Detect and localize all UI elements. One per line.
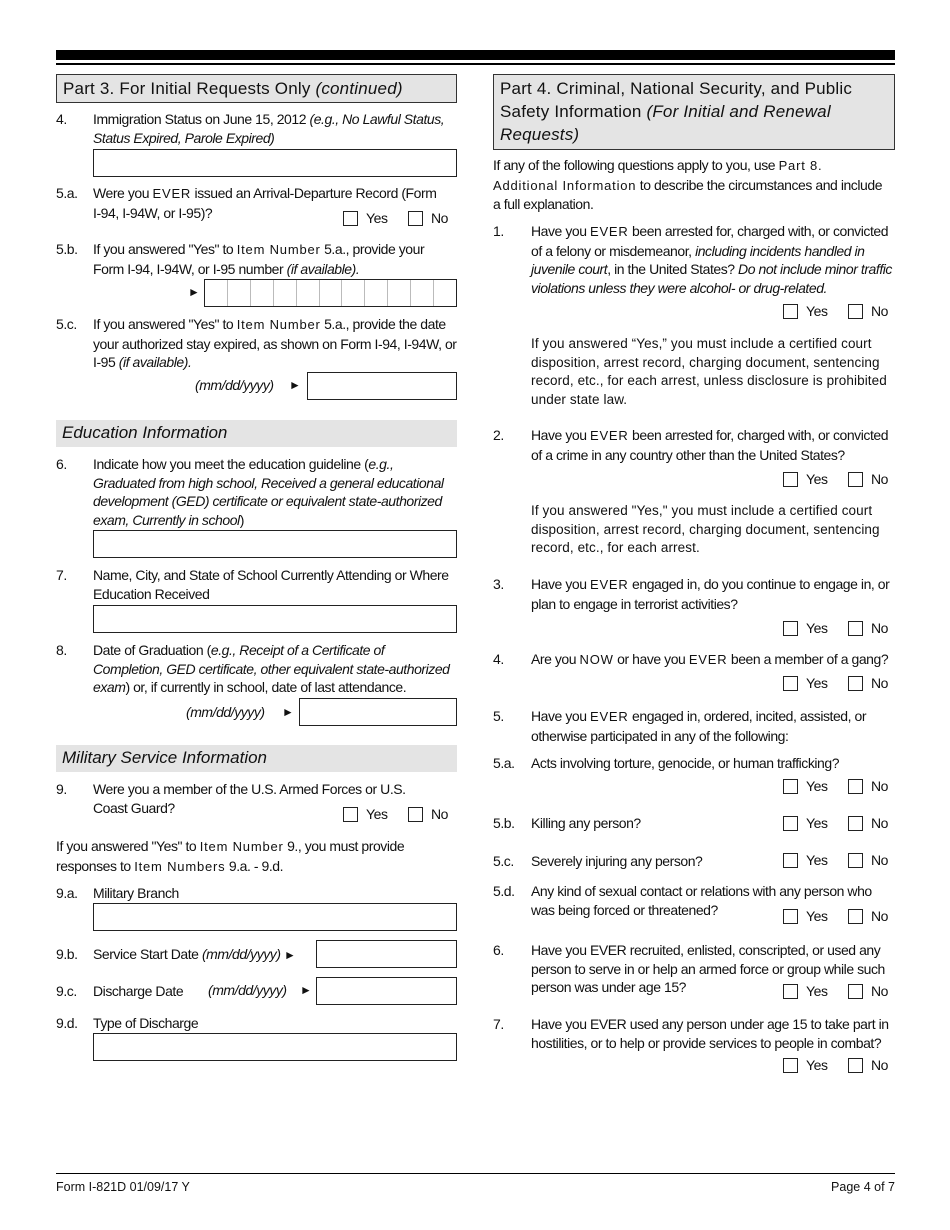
text-segment: If any of the following questions apply to you, use <box>493 157 779 173</box>
item-number: 7. <box>56 567 67 583</box>
p4-question-1 <box>531 222 895 297</box>
item-number: 6. <box>56 456 67 472</box>
top-rule <box>56 50 895 60</box>
item-number: 9. <box>56 781 67 797</box>
form-id: Form I-821D 01/09/17 Y <box>56 1180 190 1194</box>
text-segment: (For Initial and Renewal Requests) <box>500 102 831 144</box>
text-segment: 5.a., provide your Form I-94, I-94W, or I-95 number <box>93 241 425 277</box>
item-number: 6. <box>493 942 504 958</box>
arrow-icon: ► <box>284 948 296 962</box>
text-segment: Item Numbers <box>134 858 226 874</box>
education-guideline-input[interactable] <box>93 530 457 558</box>
question-8-label <box>93 641 457 697</box>
text-segment: (continued) <box>315 79 403 98</box>
p4q5c-yes-no <box>783 851 888 869</box>
no-label: No <box>871 852 888 868</box>
question-6-label <box>93 455 457 529</box>
text-segment: Item Number <box>236 242 321 257</box>
p4q6-yes-no <box>783 982 888 1000</box>
text-segment: Have you EVER recruited, enlisted, conscripted, or used any person to serve in or help an armed force or group while such person was under age 15? <box>531 942 885 995</box>
question-7-label <box>93 566 457 603</box>
text-segment: EVER <box>589 428 629 443</box>
yes-label: Yes <box>806 620 828 636</box>
p4-question-3 <box>531 575 895 613</box>
no-label: No <box>431 210 448 226</box>
discharge-type-input[interactable] <box>93 1033 457 1061</box>
text-segment: or have you <box>613 651 689 667</box>
no-label: No <box>871 675 888 691</box>
part3-header <box>56 74 457 103</box>
text-segment: issued an Arrival-Departure Record (Form I-94, I-94W, or I-95)? <box>93 185 437 221</box>
yes-label: Yes <box>366 806 388 822</box>
label-text: Service Start Date <box>93 946 199 962</box>
item-number: 7. <box>493 1016 504 1032</box>
date-format-hint: (mm/dd/yyyy) <box>195 377 274 393</box>
footer-rule <box>56 1173 895 1174</box>
text-segment: Item Number <box>199 839 284 854</box>
item-number: 3. <box>493 576 504 592</box>
yes-checkbox[interactable] <box>783 1058 798 1073</box>
text-segment: If you answered "Yes" to <box>56 838 200 854</box>
no-label: No <box>871 908 888 924</box>
text-segment: NOW <box>579 652 614 667</box>
p4q5d-yes-no <box>783 907 888 925</box>
military-instructions <box>56 837 457 876</box>
text-segment: EVER <box>589 709 629 724</box>
p4q1-yes-no <box>783 302 888 320</box>
text-segment: including incidents handled in juvenile court <box>531 242 865 277</box>
item-number: 5.a. <box>493 755 515 771</box>
text-segment: ) <box>239 511 244 528</box>
graduation-date-input[interactable] <box>299 698 457 726</box>
text-segment: Immigration Status on June 15, 2012 <box>93 111 310 127</box>
yes-checkbox[interactable] <box>783 853 798 868</box>
service-start-date-input[interactable] <box>316 940 457 968</box>
p4q5b-yes-no <box>783 814 888 832</box>
text-segment: Have you <box>531 427 590 443</box>
text-segment: ) or, if currently in school, date of last attendance. <box>125 679 407 695</box>
question-9b-label <box>93 945 295 965</box>
text-segment: been arrested for, charged with, or convicted of a crime in any country other than the United States? <box>531 427 889 463</box>
p4-question-4 <box>531 650 895 670</box>
text-segment: Killing any person? <box>531 815 641 831</box>
item-number: 9.d. <box>56 1015 78 1031</box>
date-format-hint: (mm/dd/yyyy) <box>201 946 281 962</box>
text-segment: engaged in, do you continue to engage in, or plan to engage in terrorist activities? <box>531 576 890 612</box>
yes-label: Yes <box>806 471 828 487</box>
part4-intro <box>493 156 888 214</box>
text-segment: If you answered "Yes" to <box>93 241 237 257</box>
yes-label: Yes <box>806 908 828 924</box>
text-segment: to describe the circumstances and include a full explanation. <box>493 176 883 212</box>
military-section-header: Military Service Information <box>56 745 457 772</box>
no-checkbox[interactable] <box>408 211 423 226</box>
yes-label: Yes <box>806 983 828 999</box>
page-number: Page 4 of 7 <box>831 1180 895 1194</box>
yes-checkbox[interactable] <box>343 211 358 226</box>
item-number: 2. <box>493 427 504 443</box>
text-segment: Are you <box>531 651 580 667</box>
no-checkbox[interactable] <box>848 816 863 831</box>
text-segment: Acts involving torture, genocide, or human trafficking? <box>531 755 840 771</box>
no-label: No <box>871 471 888 487</box>
text-segment: Indicate how you meet the education guideline ( <box>93 456 369 472</box>
text-segment: 5.a., provide the date your authorized stay expired, as shown on Form I-94, I-94W, or I-95 <box>93 316 457 370</box>
text-segment: If you answered "Yes" to <box>93 316 237 332</box>
question-9c-label: Discharge Date <box>93 983 184 999</box>
arrow-icon: ► <box>300 983 312 997</box>
text-segment: Date of Graduation ( <box>93 642 211 658</box>
yes-checkbox[interactable] <box>783 472 798 487</box>
text-segment: Name, City, and State of School Currently Attending or Where Education Received <box>93 567 449 602</box>
text-segment: , in the United States? <box>607 261 739 277</box>
no-label: No <box>871 620 888 636</box>
item-number: 5.b. <box>56 241 78 257</box>
no-checkbox[interactable] <box>848 779 863 794</box>
text-segment: EVER <box>688 652 728 667</box>
question-4-label <box>93 110 457 147</box>
stay-expired-date-input[interactable] <box>307 372 457 400</box>
p4-note-1: If you answered “Yes,” you must include a certified court disposition, arrest record, charging document, sentencing record, etc., for each arrest, unless disclosure is prohibited under state law. <box>531 336 887 407</box>
yes-checkbox[interactable] <box>343 807 358 822</box>
top-rule-thin <box>56 63 895 65</box>
no-checkbox[interactable] <box>848 853 863 868</box>
item-number: 5. <box>493 708 504 724</box>
part4-header <box>493 74 895 150</box>
yes-checkbox[interactable] <box>783 909 798 924</box>
text-segment: (e.g., No Lawful Status, Status Expired, Parole Expired) <box>93 111 445 146</box>
item-number: 9.b. <box>56 946 78 962</box>
p4-question-2 <box>531 426 895 464</box>
item-number: 5.b. <box>493 815 515 831</box>
text-segment: EVER <box>589 224 629 239</box>
text-segment: Severely injuring any person? <box>531 853 703 869</box>
text-segment: e.g., Graduated from high school, Received a general educational development (GED) certificate or equivalent state-authorized exam, Currently in school <box>93 456 444 528</box>
no-checkbox[interactable] <box>848 1058 863 1073</box>
text-segment: been a member of a gang? <box>727 651 889 667</box>
no-label: No <box>871 778 888 794</box>
text-segment: Part 4. Criminal, National Security, and Public Safety Information <box>500 79 853 121</box>
no-checkbox[interactable] <box>848 472 863 487</box>
no-checkbox[interactable] <box>848 676 863 691</box>
immigration-status-input[interactable] <box>93 149 457 177</box>
p4-question-5 <box>531 707 895 745</box>
no-label: No <box>871 303 888 319</box>
p4q3-yes-no <box>783 619 888 637</box>
text-segment: (if available). <box>286 260 360 277</box>
school-name-input[interactable] <box>93 605 457 633</box>
text-segment: Item Number <box>236 317 321 332</box>
item-number: 1. <box>493 223 504 239</box>
item-number: 5.a. <box>56 185 78 201</box>
yes-checkbox[interactable] <box>783 816 798 831</box>
item-number: 5.d. <box>493 883 515 899</box>
no-checkbox[interactable] <box>848 304 863 319</box>
item-number: 4. <box>493 651 504 667</box>
no-label: No <box>871 983 888 999</box>
yes-label: Yes <box>806 1057 828 1073</box>
no-checkbox[interactable] <box>848 909 863 924</box>
no-checkbox[interactable] <box>848 621 863 636</box>
item-number: 5.c. <box>493 853 514 869</box>
yes-checkbox[interactable] <box>783 676 798 691</box>
question-9d-label: Type of Discharge <box>93 1015 199 1031</box>
yes-label: Yes <box>806 675 828 691</box>
p4q2-yes-no <box>783 470 888 488</box>
date-format-hint: (mm/dd/yyyy) <box>208 982 287 998</box>
no-label: No <box>871 1057 888 1073</box>
no-checkbox[interactable] <box>848 984 863 999</box>
military-branch-input[interactable] <box>93 903 457 931</box>
p4q5a-yes-no <box>783 777 888 795</box>
yes-checkbox[interactable] <box>783 984 798 999</box>
p4q4-yes-no <box>783 674 888 692</box>
text-segment: engaged in, ordered, incited, assisted, or otherwise participated in any of the following: <box>531 708 867 744</box>
item-number: 9.c. <box>56 983 77 999</box>
text-segment: e.g., Receipt of a Certificate of Completion, GED certificate, other equivalent state-authorized exam <box>93 642 450 695</box>
text-segment: Any kind of sexual contact or relations with any person who was being forced or threatened? <box>531 883 872 918</box>
q5a-yes-no <box>343 209 448 227</box>
text-segment: EVER <box>589 577 629 592</box>
text-segment: Were you <box>93 185 153 201</box>
item-number: 9.a. <box>56 885 78 901</box>
text-segment: Do not include minor traffic violations unless they were alcohol- or drug-related. <box>531 261 892 296</box>
p4q7-yes-no <box>783 1056 888 1074</box>
p4-note-2: If you answered "Yes," you must include a certified court disposition, arrest record, charging document, sentencing record, etc., for each arrest. <box>531 503 880 555</box>
p4-question-5a <box>531 754 895 773</box>
question-5b-label <box>93 240 457 278</box>
yes-label: Yes <box>806 778 828 794</box>
yes-label: Yes <box>806 852 828 868</box>
text-segment: Were you a member of the U.S. Armed Forces or U.S. Coast Guard? <box>93 781 406 816</box>
text-segment: 9.a. - 9.d. <box>225 857 284 874</box>
text-segment: Have you <box>531 223 590 239</box>
text-segment: been arrested for, charged with, or convicted of a felony or misdemeanor, <box>531 223 889 259</box>
date-format-hint: (mm/dd/yyyy) <box>186 704 265 720</box>
item-number: 4. <box>56 111 67 127</box>
question-9a-label: Military Branch <box>93 885 179 901</box>
text-segment: Part 8. Additional Information <box>493 158 823 193</box>
yes-checkbox[interactable] <box>783 779 798 794</box>
no-checkbox[interactable] <box>408 807 423 822</box>
p4-question-7 <box>531 1015 895 1052</box>
text-segment: Have you EVER used any person under age 15 to take part in hostilities, or to help or provide services to people in combat? <box>531 1016 889 1051</box>
yes-checkbox[interactable] <box>783 621 798 636</box>
no-label: No <box>871 815 888 831</box>
discharge-date-input[interactable] <box>316 977 457 1005</box>
yes-label: Yes <box>806 815 828 831</box>
text-segment: (if available). <box>118 354 192 370</box>
text-segment: Have you <box>531 708 590 724</box>
no-label: No <box>431 806 448 822</box>
yes-label: Yes <box>806 303 828 319</box>
q9-yes-no <box>343 805 448 823</box>
yes-label: Yes <box>366 210 388 226</box>
question-5c-label <box>93 315 457 372</box>
item-number: 5.c. <box>56 316 77 332</box>
arrow-icon: ► <box>289 378 301 392</box>
text-segment: Part 3. For Initial Requests Only <box>63 79 316 98</box>
text-segment: 9., you must provide responses to <box>56 838 405 874</box>
education-section-header: Education Information <box>56 420 457 447</box>
text-segment: Have you <box>531 576 590 592</box>
yes-checkbox[interactable] <box>783 304 798 319</box>
item-number: 8. <box>56 642 67 658</box>
text-segment: EVER <box>152 186 192 201</box>
arrow-icon: ► <box>282 705 294 719</box>
arrow-icon: ► <box>188 285 200 299</box>
i94-number-input[interactable] <box>204 279 457 307</box>
